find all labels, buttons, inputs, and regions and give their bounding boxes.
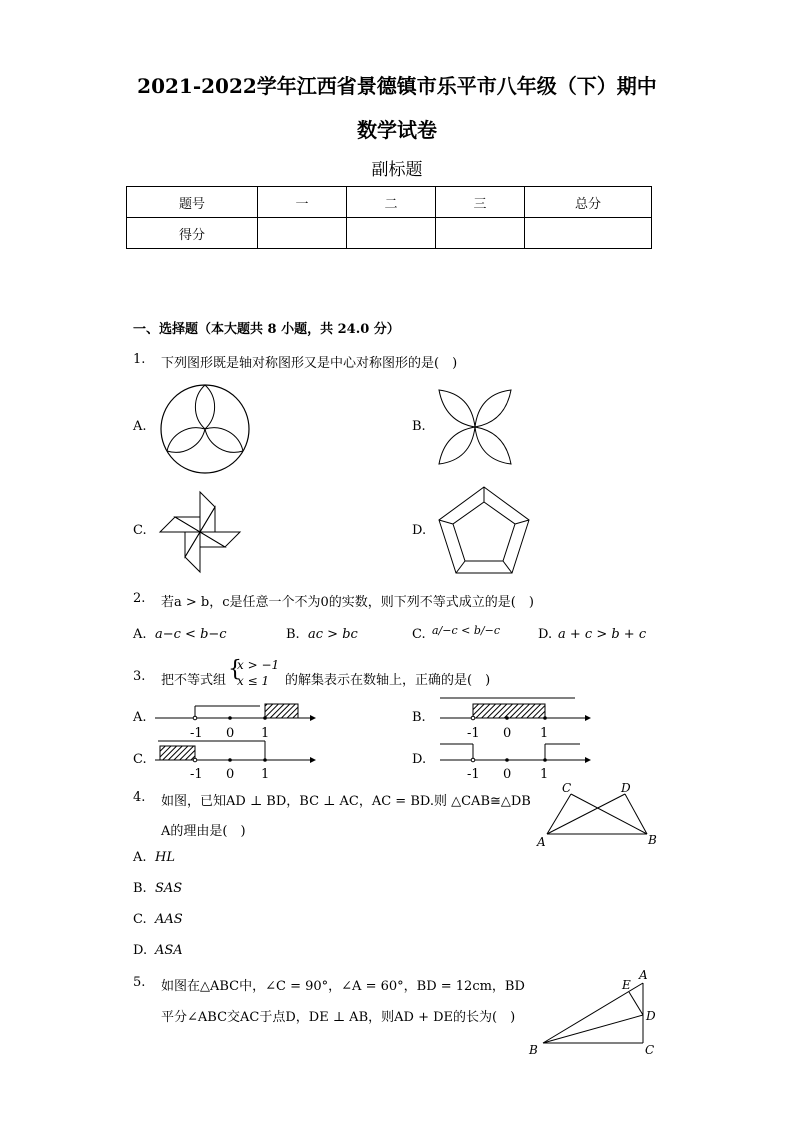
table-header: 题号	[127, 187, 258, 218]
system-line: x ≤ 1	[237, 674, 270, 688]
tick-label: -1	[190, 767, 203, 782]
section-heading: 一、选择题（本大题共 8 小题，共 24.0 分）	[133, 322, 400, 337]
figure-pentagon	[435, 484, 533, 578]
paper-title-line1: 2021-2022学年江西省景德镇市乐平市八年级（下）期中	[137, 74, 657, 98]
vertex-label: B	[529, 1043, 538, 1057]
tick-label: -1	[190, 726, 203, 741]
option-text: ASA	[155, 943, 183, 958]
question-stem: 若a > b，c是任意一个不为0的实数，则下列不等式成立的是( )	[161, 595, 534, 610]
score-table-row	[127, 218, 652, 249]
vertex-label: E	[622, 978, 631, 992]
vertex-label: C	[562, 781, 572, 795]
tick-label: 0	[226, 726, 235, 741]
tick-label: 0	[503, 726, 512, 741]
score-cell	[525, 218, 652, 249]
score-table	[126, 186, 652, 249]
option-label: D.	[412, 752, 427, 767]
question-stem-line1: 如图，已知AD ⊥ BD，BC ⊥ AC，AC = BD.则 △CAB≅△DB	[161, 794, 531, 809]
number-line-b	[435, 696, 600, 742]
figure-triangle-q5	[525, 965, 665, 1060]
score-table-header-row	[127, 187, 652, 218]
tick-label: -1	[467, 726, 480, 741]
option-text: ac > bc	[308, 627, 358, 642]
vertex-label: A	[639, 968, 648, 982]
option-label: D.	[412, 523, 427, 538]
vertex-label: D	[646, 1009, 656, 1023]
option-label: B.	[133, 881, 147, 896]
vertex-label: B	[648, 833, 657, 847]
figure-four-petals	[435, 386, 515, 468]
option-text: a/−c < b/−c	[432, 624, 500, 637]
question-number: 3.	[133, 669, 146, 684]
tick-label: 1	[261, 726, 270, 741]
figure-triangles-q4	[535, 780, 665, 852]
option-label: B.	[286, 627, 300, 642]
tick-label: 0	[503, 767, 512, 782]
option-label: B.	[412, 710, 426, 725]
paper-subtitle: 副标题	[371, 160, 423, 180]
vertex-label: D	[621, 781, 631, 795]
system-line: x > −1	[237, 658, 280, 672]
question-number: 1.	[133, 352, 146, 367]
option-text: HL	[155, 850, 175, 865]
brace-icon: {	[228, 657, 242, 682]
table-header: 二	[347, 187, 436, 218]
option-label: A.	[133, 710, 147, 725]
option-label: A.	[133, 627, 147, 642]
option-label: C.	[133, 523, 147, 538]
option-text: SAS	[155, 881, 183, 896]
question-stem-line2: 平分∠ABC交AC于点D，DE ⊥ AB，则AD + DE的长为( )	[161, 1010, 516, 1025]
table-header: 总分	[525, 187, 652, 218]
option-text: AAS	[155, 912, 183, 927]
question-stem-line1: 如图在△ABC中，∠C = 90°，∠A = 60°，BD = 12cm，BD	[161, 979, 525, 994]
question-number: 4.	[133, 790, 146, 805]
figure-pinwheel	[155, 487, 245, 577]
question-stem-post: 的解集表示在数轴上，正确的是( )	[285, 673, 491, 688]
table-header: 三	[436, 187, 525, 218]
option-text: a + c > b + c	[558, 627, 647, 642]
paper-title-line2: 数学试卷	[357, 118, 437, 142]
score-cell	[258, 218, 347, 249]
option-label: A.	[133, 850, 147, 865]
tick-label: 1	[261, 767, 270, 782]
option-label: C.	[133, 752, 147, 767]
question-number: 2.	[133, 591, 146, 606]
vertex-label: A	[537, 835, 546, 849]
option-label: D.	[133, 943, 148, 958]
vertex-label: C	[645, 1043, 655, 1057]
number-line-c	[150, 738, 320, 784]
table-row-label: 得分	[127, 218, 258, 249]
question-number: 5.	[133, 975, 146, 990]
tick-label: -1	[467, 767, 480, 782]
question-stem-line2: A的理由是( )	[161, 824, 246, 839]
number-line-a	[150, 696, 320, 742]
option-label: D.	[538, 627, 553, 642]
tick-label: 1	[540, 726, 549, 741]
option-label: C.	[133, 912, 147, 927]
number-line-d	[435, 738, 600, 784]
tick-label: 1	[540, 767, 549, 782]
option-label: A.	[133, 419, 147, 434]
question-stem: 下列图形既是轴对称图形又是中心对称图形的是( )	[161, 356, 458, 371]
score-cell	[436, 218, 525, 249]
table-header: 一	[258, 187, 347, 218]
tick-label: 0	[226, 767, 235, 782]
option-label: C.	[412, 627, 426, 642]
question-stem-pre: 把不等式组	[161, 673, 227, 688]
option-text: a−c < b−c	[155, 627, 227, 642]
figure-circle-arcs	[155, 383, 255, 475]
score-cell	[347, 218, 436, 249]
option-label: B.	[412, 419, 426, 434]
